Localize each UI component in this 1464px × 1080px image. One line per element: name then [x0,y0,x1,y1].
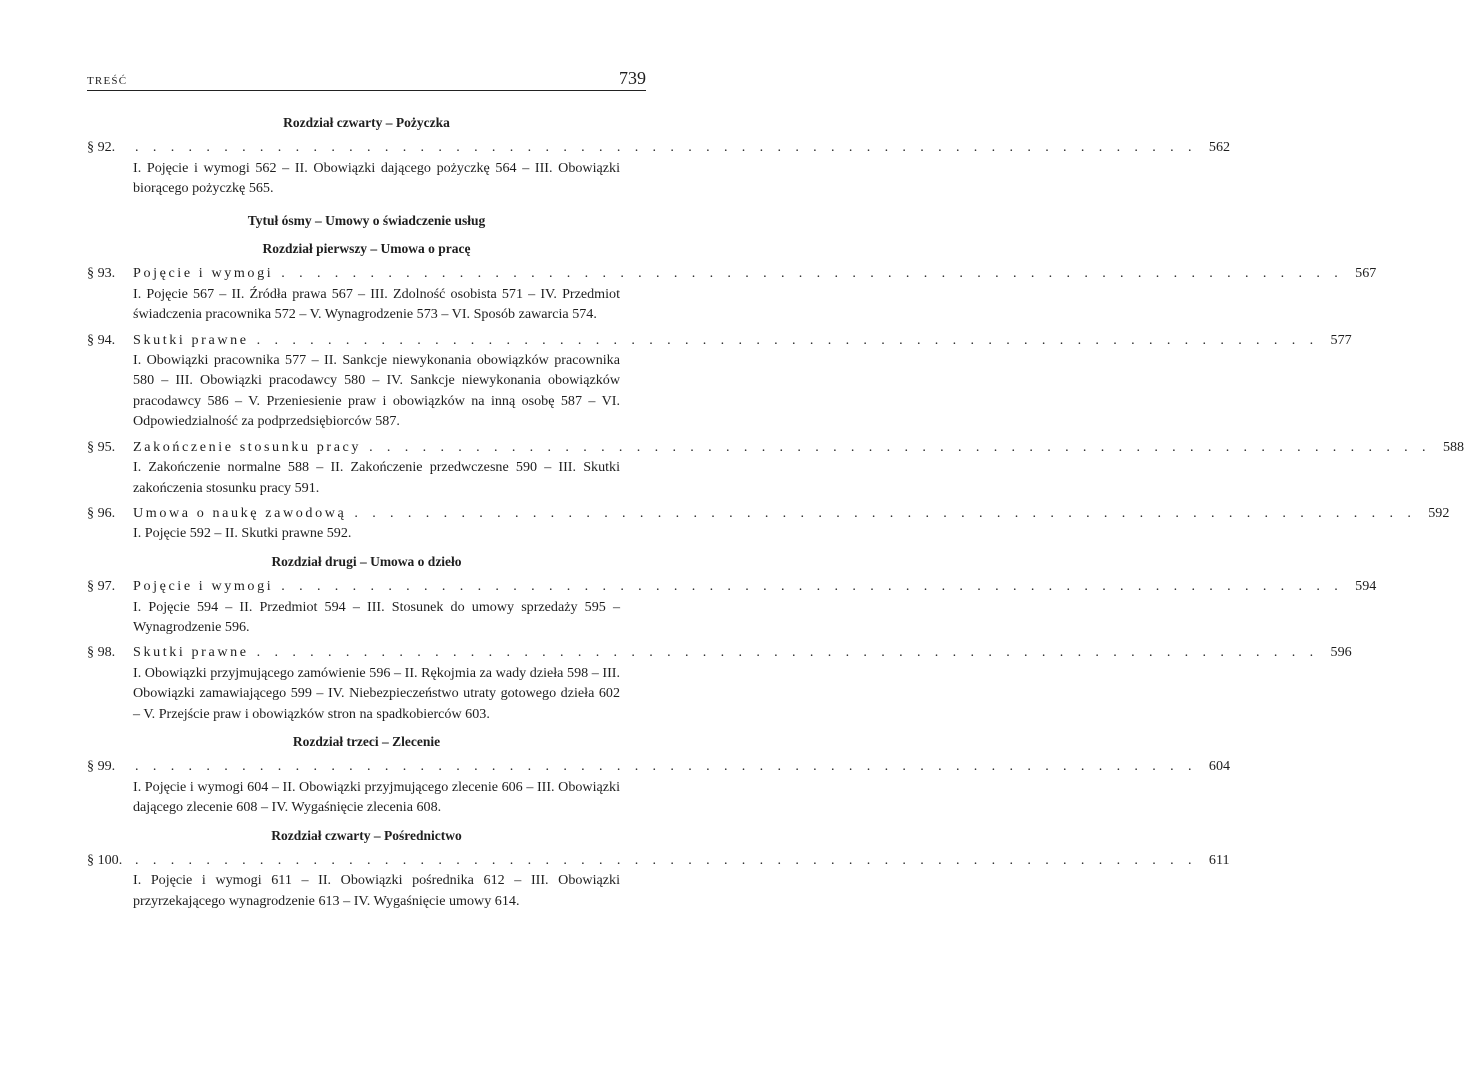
toc-entry [87,756,1231,817]
running-header [87,63,646,89]
dot-leader: . . . . . . . . . . . . . . . . . . . . . . . . . . . . . . . . . . . . . . . . . . . . . . . . . . . . . . . . . . . . [256,331,1319,348]
toc-entry-line [87,330,1352,350]
section-description: I. Pojęcie i wymogi 611 – II. Obowiązki pośrednika 612 – III. Obowiązki przyrzekającego wynagrodzenie 613 – IV. Wygaśnięcie umowy 614. [133,872,620,909]
toc-entry-line [87,263,1377,283]
page-reference: 567 [1355,265,1377,282]
toc-entry-line [87,137,1231,157]
section-description: I. Pojęcie 594 – II. Przedmiot 594 – III. Stosunek do umowy sprzedaży 595 – Wynagrodzenie 596. [133,598,620,635]
toc-entry-line [87,503,1450,523]
section-number: § 100. [87,852,123,868]
dot-leader: . . . . . . . . . . . . . . . . . . . . . . . . . . . . . . . . . . . . . . . . . . . . . . . . . . . . . . . . . . . . [281,265,1344,282]
chapter-heading: Rozdział pierwszy – Umowa o pracę [262,241,471,257]
section-description: I. Pojęcie i wymogi 604 – II. Obowiązki przyjmującego zlecenie 606 – III. Obowiązki dającego zlecenie 608 – IV. Wygaśnięcie zlecenia 608. [133,778,620,816]
toc-entry [87,850,1230,911]
chapter-heading: Rozdział czwarty – Pożyczka [283,115,450,130]
title-heading: Tytuł ósmy – Umowy o świadczenie usług [247,212,486,228]
toc-entry [87,437,1464,498]
page-reference: 604 [1208,758,1231,775]
dot-leader: . . . . . . . . . . . . . . . . . . . . . . . . . . . . . . . . . . . . . . . . . . . . . . . . . . . . . . . . . . . . [135,852,1197,868]
section-number: § 93. [87,265,116,282]
section-name: Zakończenie stosunku pracy [133,438,362,455]
toc-entry-line [87,576,1377,596]
toc-entry [87,642,1352,724]
dot-leader: . . . . . . . . . . . . . . . . . . . . . . . . . . . . . . . . . . . . . . . . . . . . . . . . . . . . . . . . . . . . [256,644,1319,661]
page-reference: 562 [1208,139,1231,156]
toc-entry [87,330,1352,432]
chapter-heading: Rozdział czwarty – Pośrednictwo [271,827,462,843]
section-number: § 92. [87,139,116,156]
dot-leader: . . . . . . . . . . . . . . . . . . . . . . . . . . . . . . . . . . . . . . . . . . . . . . . . . . . . . . . . . . . . [281,578,1344,595]
section-description: I. Obowiązki przyjmującego zamówienie 596 – II. Rękojmia za wady dzieła 598 – III. Obowiązki zamawiającego 599 – IV. Niebezpieczeństwo utraty gotowego dzieła 602 – V. Przejście praw i obowiązków stron na spadkobierców 603. [133,664,620,722]
section-name: Pojęcie i wymogi [133,265,274,282]
page-reference: 577 [1330,331,1352,348]
chapter-heading: Rozdział trzeci – Zlecenie [292,733,441,749]
toc-entry [87,263,1377,324]
toc-entry-line [87,850,1230,870]
page-reference: 594 [1355,578,1377,595]
section-description: I. Zakończenie normalne 588 – II. Zakończenie przedwczesne 590 – III. Skutki zakończenia stosunku pracy 591. [133,459,620,496]
section-name: Umowa o naukę zawodową [133,504,347,521]
section-number: § 95. [87,438,116,455]
section-description: I. Pojęcie 592 – II. Skutki prawne 592. [133,525,352,542]
page-number: 739 [619,68,646,88]
dot-leader: . . . . . . . . . . . . . . . . . . . . . . . . . . . . . . . . . . . . . . . . . . . . . . . . . . . . . . . . . . . . [354,504,1417,521]
page-reference: 588 [1442,438,1464,455]
table-of-contents [87,105,1464,916]
dot-leader: . . . . . . . . . . . . . . . . . . . . . . . . . . . . . . . . . . . . . . . . . . . . . . . . . . . . . . . . . . . . [369,438,1431,455]
toc-entry [87,137,1231,198]
section-description: I. Obowiązki pracownika 577 – II. Sankcje niewykonania obowiązków pracownika 580 – III. Obowiązki pracodawcy 580 – IV. Sankcje niewykonania obowiązków pracodawcy 586 – V. Przeniesienie praw i obowiązków na inną osobę 587 – VI. Odpowiedzialność za podprzedsiębiorców 587. [133,352,620,430]
toc-entry-line [87,437,1464,457]
section-name: Skutki prawne [133,644,249,661]
page-reference: 592 [1428,504,1450,521]
section-description: I. Pojęcie i wymogi 562 – II. Obowiązki dającego pożyczkę 564 – III. Obowiązki biorącego pożyczkę 565. [133,159,620,197]
toc-entry-line [87,756,1231,776]
section-number: § 99. [87,758,116,775]
header-rule [87,90,646,91]
section-number: § 96. [87,504,116,521]
toc-entry [87,503,1450,544]
section-description: I. Pojęcie 567 – II. Źródła prawa 567 – III. Zdolność osobista 571 – IV. Przedmiot świadczenia pracownika 572 – V. Wynagrodzenie 573 – VI. Sposób zawarcia 574. [133,285,620,323]
chapter-heading: Rozdział drugi – Umowa o dzieło [271,553,462,569]
page-reference: 611 [1208,852,1230,868]
section-number: § 94. [87,331,116,348]
section-number: § 97. [87,578,116,595]
running-header-title: TREŚĆ [87,75,128,87]
page-reference: 596 [1330,644,1352,661]
section-number: § 98. [87,644,116,661]
dot-leader: . . . . . . . . . . . . . . . . . . . . . . . . . . . . . . . . . . . . . . . . . . . . . . . . . . . . . . . . . . . . [135,758,1197,775]
section-name: Pojęcie i wymogi [133,578,274,595]
toc-entry [87,576,1377,637]
dot-leader: . . . . . . . . . . . . . . . . . . . . . . . . . . . . . . . . . . . . . . . . . . . . . . . . . . . . . . . . . . . . [135,139,1197,156]
section-name: Skutki prawne [133,331,249,348]
toc-entry-line [87,642,1352,662]
